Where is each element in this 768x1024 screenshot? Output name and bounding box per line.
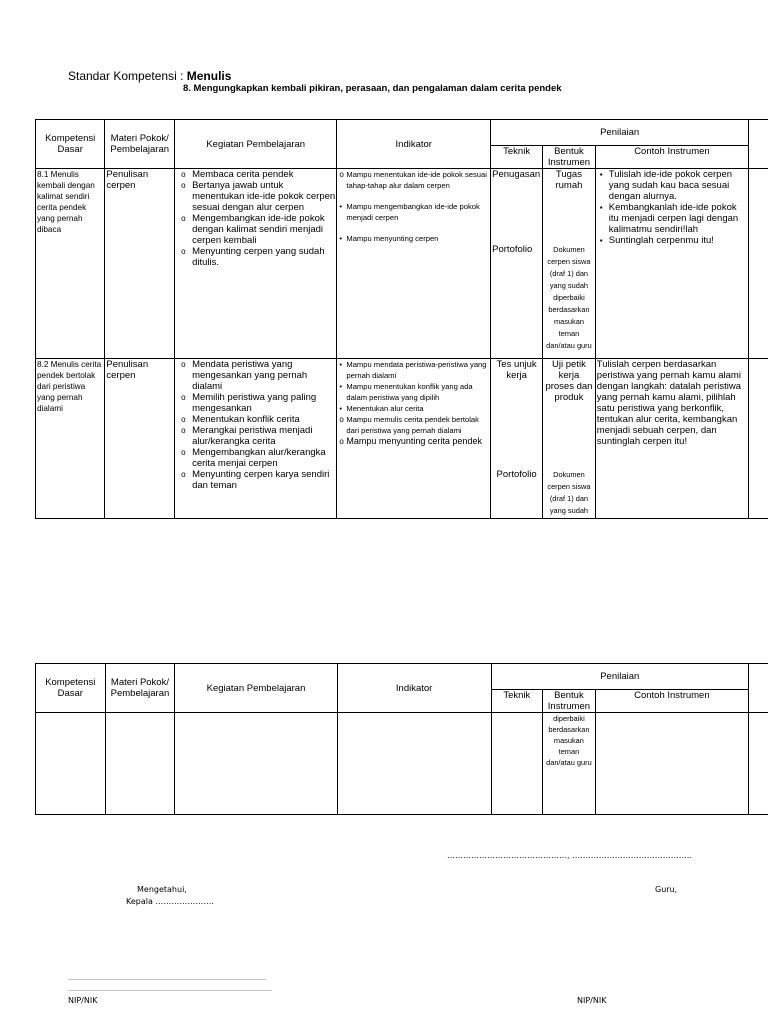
table-row xyxy=(36,359,768,519)
standar-label: Standar Kompetensi : xyxy=(68,69,187,83)
col-materi-pokok: Materi Pokok/ Pembelajaran xyxy=(105,664,175,713)
list-item: o Merangkai peristiwa menjadi alur/kerangka cerita xyxy=(192,425,335,447)
nip-left: NIP/NIK xyxy=(68,996,98,1005)
col-kegiatan: Kegiatan Pembelajaran xyxy=(175,120,337,169)
signature-line-1: ……………………………………………………………………………………… xyxy=(68,975,266,982)
teknik-portofolio: Portofolio xyxy=(492,244,533,255)
bentuk-uji-petik: Uji petik kerja proses dan produk xyxy=(545,359,593,403)
kompetensi-cell: 8.2 Menulis cerita pendek bertolak dari peristiwa yang pernah dialami xyxy=(36,359,105,519)
col-kompetensi-dasar: Kompetensi Dasar xyxy=(36,664,106,713)
list-item: o Memilih peristiwa yang paling mengesankan xyxy=(192,392,335,414)
col-bentuk-instrumen: Bentuk Instrumen xyxy=(543,690,596,713)
list-item: • Mampu menentukan konflik yang ada dalam peristiwa yang dipilih xyxy=(346,381,489,403)
materi-cell: Penulisan cerpen xyxy=(105,359,175,519)
bentuk-tugas: Tugas rumah xyxy=(555,169,583,191)
col-penilaian: Penilaian xyxy=(491,120,749,146)
list-item: o Menyunting cerpen yang sudah ditulis. xyxy=(192,246,335,268)
col-materi-pokok: Materi Pokok/ Pembelajaran xyxy=(105,120,175,169)
standar-kompetensi xyxy=(68,69,231,83)
col-teknik: Teknik xyxy=(491,146,543,169)
bentuk-cell xyxy=(543,169,596,359)
mengetahui-label: Mengetahui, xyxy=(137,885,187,894)
list-item: o Menentukan konflik cerita xyxy=(192,414,335,425)
bentuk-dokumen: Dokumen cerpen siswa (draf 1) dan yang sudah diperbaiki berdasarkan masukan teman dan/atau guru xyxy=(546,245,592,350)
col-penilaian: Penilaian xyxy=(491,664,748,690)
silabus-table xyxy=(35,119,768,519)
col-bentuk-instrumen: Bentuk Instrumen xyxy=(543,146,596,169)
list-item: o Mengembangkan alur/kerangka cerita menjai cerpen xyxy=(192,447,335,469)
table-row xyxy=(36,713,768,815)
col-cut-off xyxy=(749,120,768,169)
list-item: o Mendata peristiwa yang mengesankan yang pernah dialami xyxy=(192,359,335,392)
list-item: • Mampu menyunting cerpen xyxy=(346,233,489,244)
teknik-penugasan: Penugasan xyxy=(492,169,541,180)
list-item: ▪ Kembangkanlah ide-ide pokok itu menjadi cerpen lagi dengan kalimatmu sendiri!lah xyxy=(609,202,747,235)
teknik-portofolio: Portofolio xyxy=(496,469,537,480)
teknik-cell xyxy=(491,359,543,519)
table-row xyxy=(36,169,768,359)
indikator-cell xyxy=(337,169,491,359)
kepala-label: Kepala …………………. xyxy=(126,897,214,906)
guru-label: Guru, xyxy=(655,885,678,894)
signature-line-2: ………………………………………………………………………………………… xyxy=(68,986,272,993)
col-indikator: Indikator xyxy=(337,120,491,169)
place-date-line: ………………………………………, ……………………………………… xyxy=(447,851,693,860)
teknik-tes: Tes unjuk kerja xyxy=(496,359,537,381)
col-kegiatan: Kegiatan Pembelajaran xyxy=(175,664,337,713)
contoh-cell: Tulislah cerpen berdasarkan peristiwa yang pernah kamu alami dengan langkah: datalah peristiwa yang pernah kamu alami, pilihlah satu peristiwa yang berkonflik, tentukan alur cerita, kembangkan menjadi sebuah cerpen, dan suntinglah cerpen itu! xyxy=(595,359,748,519)
kegiatan-cell xyxy=(175,359,337,519)
col-kompetensi-dasar: Kompetensi Dasar xyxy=(36,120,105,169)
list-item: ▪ Tulislah ide-ide pokok cerpen yang sudah kau baca sesuai dengan alurnya. xyxy=(609,169,747,202)
list-item: ▪ Suntinglah cerpenmu itu! xyxy=(609,235,747,246)
list-item: o Mampu menentukan ide-ide pokok sesuai tahap-tahap alur dalam cerpen xyxy=(346,169,489,191)
list-item: o Bertanya jawab untuk menentukan ide-ide pokok cerpen sesuai dengan alur cerpen xyxy=(192,180,335,213)
contoh-cell xyxy=(595,169,748,359)
col-contoh-instrumen: Contoh Instrumen xyxy=(595,690,748,713)
silabus-table-continued xyxy=(35,663,768,815)
list-item: • Menentukan alur cerita xyxy=(346,403,489,414)
list-item: o Menyunting cerpen karya sendiri dan teman xyxy=(192,469,335,491)
col-indikator: Indikator xyxy=(337,664,491,713)
materi-cell: Penulisan cerpen xyxy=(105,169,175,359)
standar-value: Menulis xyxy=(186,69,232,83)
col-contoh-instrumen: Contoh Instrumen xyxy=(595,146,748,169)
list-item: o Membaca cerita pendek xyxy=(192,169,335,180)
list-item: o Mampu memulis cerita pendek bertolak dari peristiwa yang pernah dialami xyxy=(346,414,489,436)
bentuk-dokumen: Dokumen cerpen siswa (draf 1) dan yang sudah xyxy=(547,470,591,515)
list-item: o Mengembangkan ide-ide pokok dengan kalimat sendiri menjadi cerpen kembali xyxy=(192,213,335,246)
nip-right: NIP/NIK xyxy=(577,996,607,1005)
teknik-cell xyxy=(491,169,543,359)
col-teknik: Teknik xyxy=(491,690,542,713)
indikator-cell xyxy=(337,359,491,519)
bentuk-cell xyxy=(543,359,596,519)
kegiatan-cell xyxy=(175,169,337,359)
list-item: • Mampu mengembangkan ide-ide pokok menjadi cerpen xyxy=(346,201,489,223)
bentuk-continued: diperbaiki berdasarkan masukan teman dan/atau guru xyxy=(543,713,596,815)
kompetensi-title: 8. Mengungkapkan kembali pikiran, perasaan, dan pengalaman dalam cerita pendek xyxy=(183,83,562,94)
list-item: • Mampu mendata peristiwa-peristiwa yang pernah dialami xyxy=(346,359,489,381)
list-item: o Mampu menyunting cerita pendek xyxy=(346,436,489,447)
kompetensi-cell: 8.1 Menulis kembali dengan kalimat sendiri cerita pendek yang pernah dibaca xyxy=(36,169,105,359)
